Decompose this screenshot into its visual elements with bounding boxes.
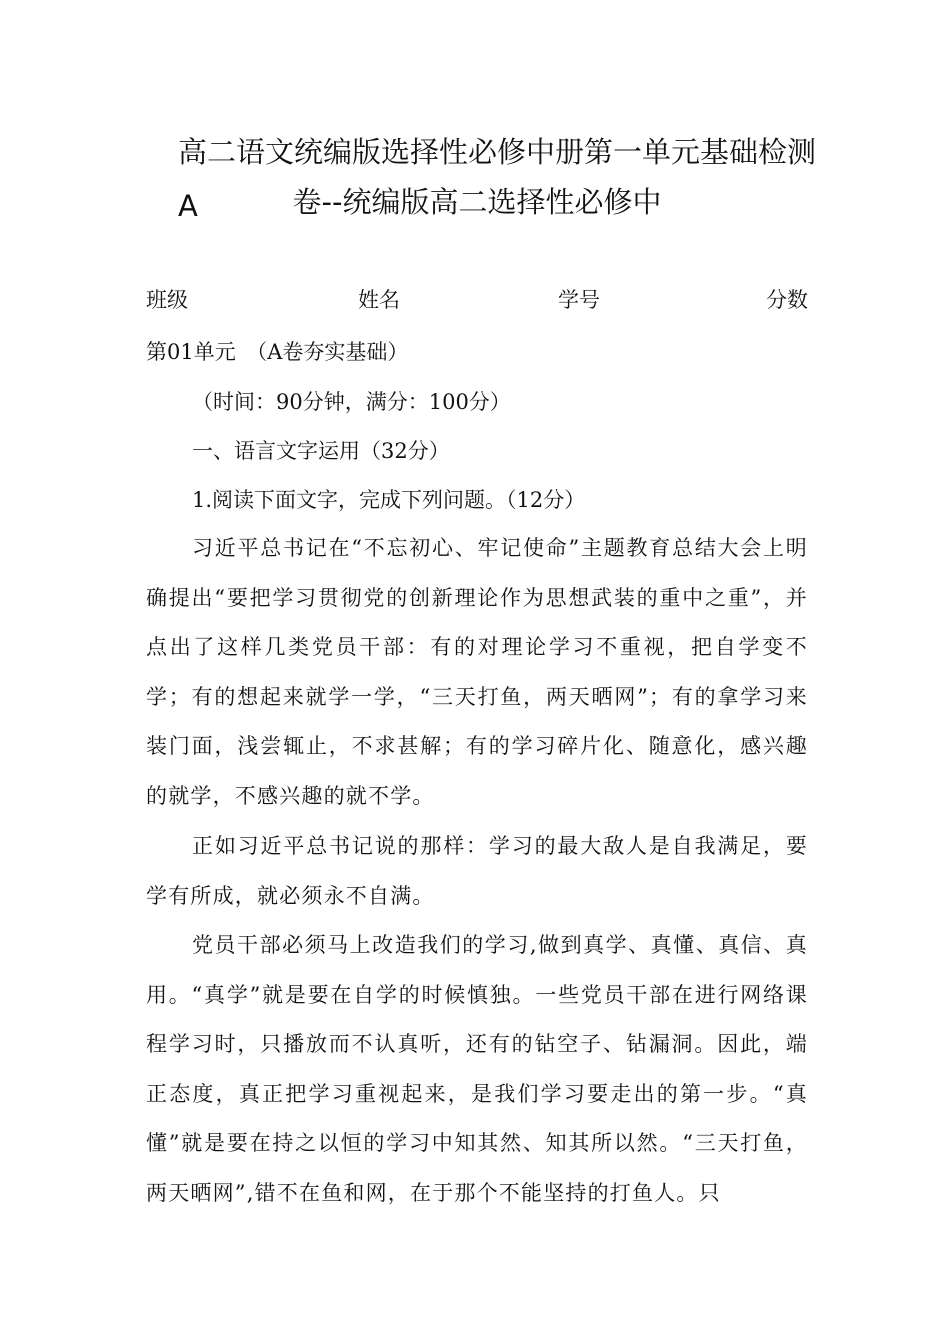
student-info-row xyxy=(146,284,808,320)
exam-time-info: （时间：90分钟，满分：100分） xyxy=(192,390,511,414)
student-id-label: 学号 xyxy=(558,288,600,312)
section-heading: 一、语言文字运用（32分） xyxy=(192,439,450,463)
unit-heading: 第01单元 （A卷夯实基础） xyxy=(146,340,409,364)
document-title-line1: 高二语文统编版选择性必修中册第一单元基础检测A xyxy=(178,135,817,223)
score-label: 分数 xyxy=(766,288,808,312)
passage-paragraph: 习近平总书记在“不忘初心、牢记使命”主题教育总结大会上明确提出“要把学习贯彻党的创新理论作为思想武装的重中之重”，并点出了这样几类党员干部：有的对理论学习不重视，把自学变不学；有的想起来就学一学，“三天打鱼，两天晒网”；有的拿学习来装门面，浅尝辄止，不求甚解；有的学习碎片化、随意化，感兴趣的就学，不感兴趣的就不学。 xyxy=(146,536,808,808)
class-label: 班级 xyxy=(146,288,188,312)
question-prompt: 1.阅读下面文字，完成下列问题。（12分） xyxy=(192,488,586,512)
passage-paragraph: 正如习近平总书记说的那样：学习的最大敌人是自我满足，要学有所成，就必须永不自满。 xyxy=(146,834,808,908)
name-label: 姓名 xyxy=(358,288,400,312)
document-title-line2: 卷--统编版高二选择性必修中 xyxy=(292,185,662,219)
passage-paragraph: 党员干部必须马上改造我们的学习,做到真学、真懂、真信、真用。“真学”就是要在自学的时候慎独。一些党员干部在进行网络课程学习时，只播放而不认真听，还有的钻空子、钻漏洞。因此，端正态度，真正把学习重视起来，是我们学习要走出的第一步。“真懂”就是要在持之以恒的学习中知其然、知其所以然。“三天打鱼，两天晒网”,错不在鱼和网，在于那个不能坚持的打鱼人。只 xyxy=(146,933,808,1205)
